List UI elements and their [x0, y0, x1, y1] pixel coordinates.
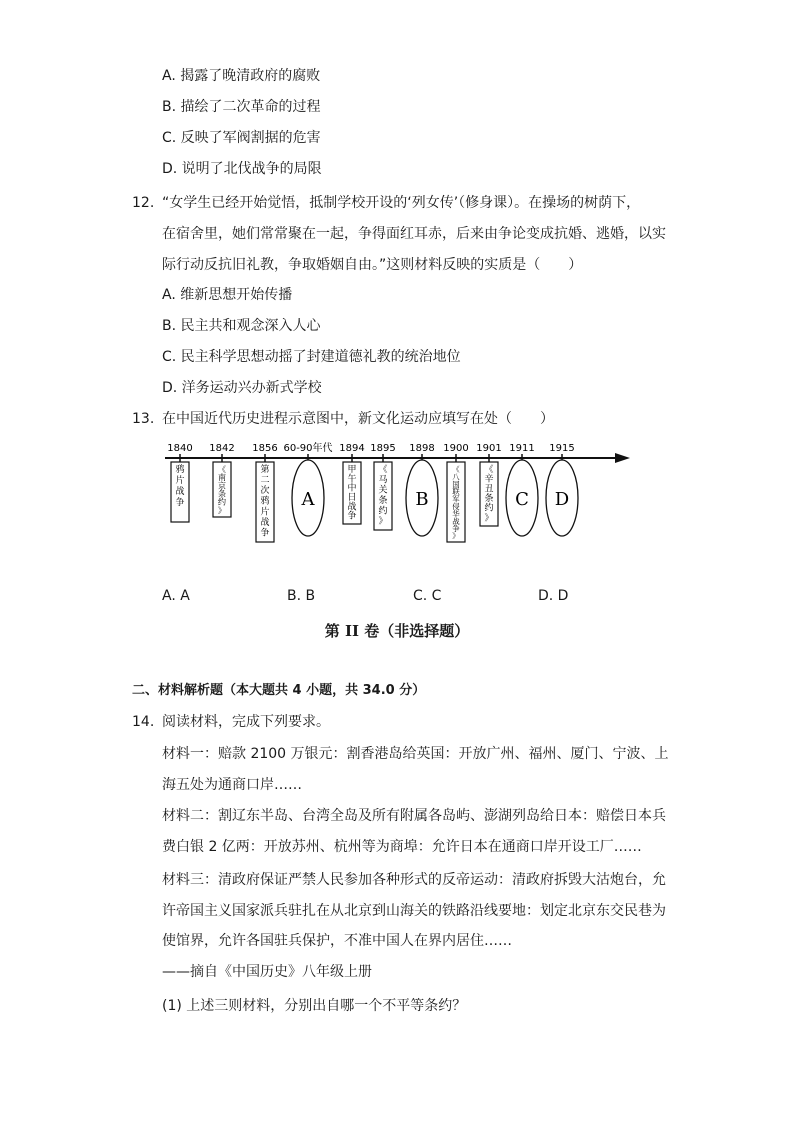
- timeline-year-label: 1911: [509, 443, 535, 454]
- timeline-event-char: 条: [217, 488, 227, 499]
- timeline-event-char: 关: [378, 485, 388, 496]
- timeline-event-char: 国: [452, 479, 460, 489]
- timeline-event-char: 甲: [347, 465, 357, 475]
- q13-choice-a: A. A: [162, 588, 190, 604]
- timeline-event-char: 军: [452, 494, 460, 504]
- timeline-year-label: 1856: [252, 443, 278, 454]
- section-title: 第 II 卷（非选择题）: [324, 622, 470, 640]
- timeline-event-char: 战: [347, 502, 357, 513]
- timeline-arrow-icon: [615, 453, 630, 463]
- q11-option-c: C. 反映了军阀割据的危害: [162, 130, 321, 146]
- q14-material-2-line-1: 材料二：割辽东半岛、台湾全岛及所有附属各岛屿、澎湖列岛给日本：赔偿日本兵: [162, 808, 666, 824]
- timeline-event-char: 鸦: [260, 496, 270, 507]
- q14-material-1-line-2: 海五处为通商口岸……: [162, 777, 302, 793]
- timeline-event-char: 》: [484, 513, 494, 524]
- timeline-event-char: 争: [452, 524, 460, 534]
- q13-stem: 在中国近代历史进程示意图中，新文化运动应填写在处（ ）: [162, 411, 554, 427]
- q14-number: 14.: [132, 714, 155, 730]
- timeline-event-char: 日: [347, 493, 357, 503]
- timeline-event-char: 中: [347, 483, 357, 494]
- timeline-year-label: 1842: [209, 443, 235, 454]
- timeline-event-char: 京: [217, 480, 227, 491]
- timeline-event-char: 《: [484, 465, 494, 475]
- q14-source: ——摘自《中国历史》八年级上册: [162, 964, 372, 980]
- timeline-event-char: 条: [378, 496, 388, 506]
- timeline-event-char: 》: [378, 516, 388, 527]
- timeline-oval-label: A: [301, 489, 315, 510]
- timeline-event-char: 第: [260, 465, 270, 475]
- q13-choice-b: B. B: [287, 588, 316, 604]
- timeline-event-char: 《: [378, 465, 388, 475]
- timeline-year-label: 1895: [370, 443, 396, 454]
- timeline-event-char: 联: [452, 487, 460, 497]
- timeline-year-label: 1894: [339, 443, 365, 454]
- q12-option-b: B. 民主共和观念深入人心: [162, 318, 321, 334]
- q14-material-3-line-1: 材料三：清政府保证严禁人民参加各种形式的反帝运动：清政府拆毁大沽炮台，允: [162, 872, 666, 888]
- q14-intro: 阅读材料，完成下列要求。: [162, 714, 330, 730]
- timeline-year-label: 1840: [167, 443, 193, 454]
- q13-choice-c: C. C: [413, 588, 442, 604]
- q11-option-a: A. 揭露了晚清政府的腐败: [162, 68, 321, 84]
- q14-material-1-line-1: 材料一：赔款 2100 万银元：割香港岛给英国：开放广州、福州、厦门、宁波、上: [162, 746, 669, 762]
- q12-stem-line-1: “女学生已经开始觉悟，抵制学校开设的‘列女传’（修身课）。在操场的树荫下，: [162, 195, 641, 211]
- timeline-event-char: 《: [217, 464, 227, 474]
- timeline-event-char: 次: [260, 486, 270, 497]
- timeline-event-char: 午: [347, 474, 357, 485]
- timeline-event-char: 战: [452, 516, 460, 526]
- timeline-event-char: 片: [260, 507, 270, 518]
- timeline-event-char: 丑: [484, 484, 494, 495]
- q13-number: 13.: [132, 411, 155, 427]
- q11-option-b: B. 描绘了二次革命的过程: [162, 99, 321, 115]
- timeline-oval-label: D: [554, 489, 570, 510]
- timeline-event-char: 《: [452, 465, 460, 474]
- q12-option-c: C. 民主科学思想动摇了封建道德礼教的统治地位: [162, 349, 461, 365]
- timeline-oval-label: B: [415, 489, 429, 510]
- timeline-event-char: 约: [484, 503, 494, 514]
- timeline-event-char: 二: [260, 475, 270, 486]
- q14-subquestion-1: (1) 上述三则材料，分别出自哪一个不平等条约？: [162, 998, 467, 1014]
- timeline-event-char: 辛: [484, 474, 494, 485]
- timeline-event-char: 》: [217, 504, 227, 515]
- q11-option-d: D. 说明了北伐战争的局限: [162, 161, 322, 177]
- timeline-event-char: 》: [452, 531, 460, 541]
- timeline-event-char: 鸦: [175, 465, 185, 475]
- timeline-event-char: 条: [484, 494, 494, 504]
- timeline-year-label: 1901: [476, 443, 502, 454]
- q12-option-d: D. 洋务运动兴办新式学校: [162, 380, 322, 396]
- q12-stem-line-3: 际行动反抗旧礼教，争取婚姻自由。”这则材料反映的实质是（ ）: [162, 257, 583, 273]
- timeline-event-char: 华: [452, 509, 460, 519]
- q12-number: 12.: [132, 195, 155, 211]
- timeline-event-char: 战: [175, 487, 185, 497]
- timeline-event-char: 约: [378, 506, 388, 517]
- q14-material-2-line-2: 费白银 2 亿两：开放苏州、杭州等为商埠：允许日本在通商口岸开设工厂……: [162, 839, 642, 855]
- q12-option-a: A. 维新思想开始传播: [162, 287, 293, 303]
- timeline-event-char: 八: [452, 472, 460, 482]
- timeline-event-char: 马: [378, 475, 388, 486]
- q14-material-3-line-2: 许帝国主义国家派兵驻扎在从北京到山海关的铁路沿线要地：划定北京东交民巷为: [162, 903, 666, 919]
- q14-material-3-line-3: 使馆界，允许各国驻兵保护，不准中国人在界内居住……: [162, 933, 512, 949]
- q13-choice-d: D. D: [538, 588, 569, 604]
- section2-heading: 二、材料解析题（本大题共 4 小题，共 34.0 分）: [132, 683, 426, 698]
- timeline-year-label: 1898: [409, 443, 435, 454]
- timeline-event-char: 争: [347, 511, 357, 522]
- timeline-event-char: 侵: [452, 502, 460, 511]
- timeline-year-label: 1915: [549, 443, 575, 454]
- history-timeline-figure: [160, 436, 640, 546]
- q12-stem-line-2: 在宿舍里，她们常常聚在一起，争得面红耳赤，后来由争论变成抗婚、逃婚，以实: [162, 226, 666, 242]
- timeline-event-char: 南: [217, 472, 227, 483]
- timeline-event-char: 争: [260, 528, 270, 539]
- timeline-year-label: 60-90年代: [283, 443, 333, 454]
- timeline-event-char: 争: [175, 498, 185, 508]
- timeline-event-char: 战: [260, 517, 270, 528]
- timeline-event-char: 片: [175, 476, 185, 486]
- timeline-event-char: 约: [217, 496, 227, 507]
- timeline-year-label: 1900: [443, 443, 469, 454]
- timeline-oval-label: C: [515, 489, 529, 510]
